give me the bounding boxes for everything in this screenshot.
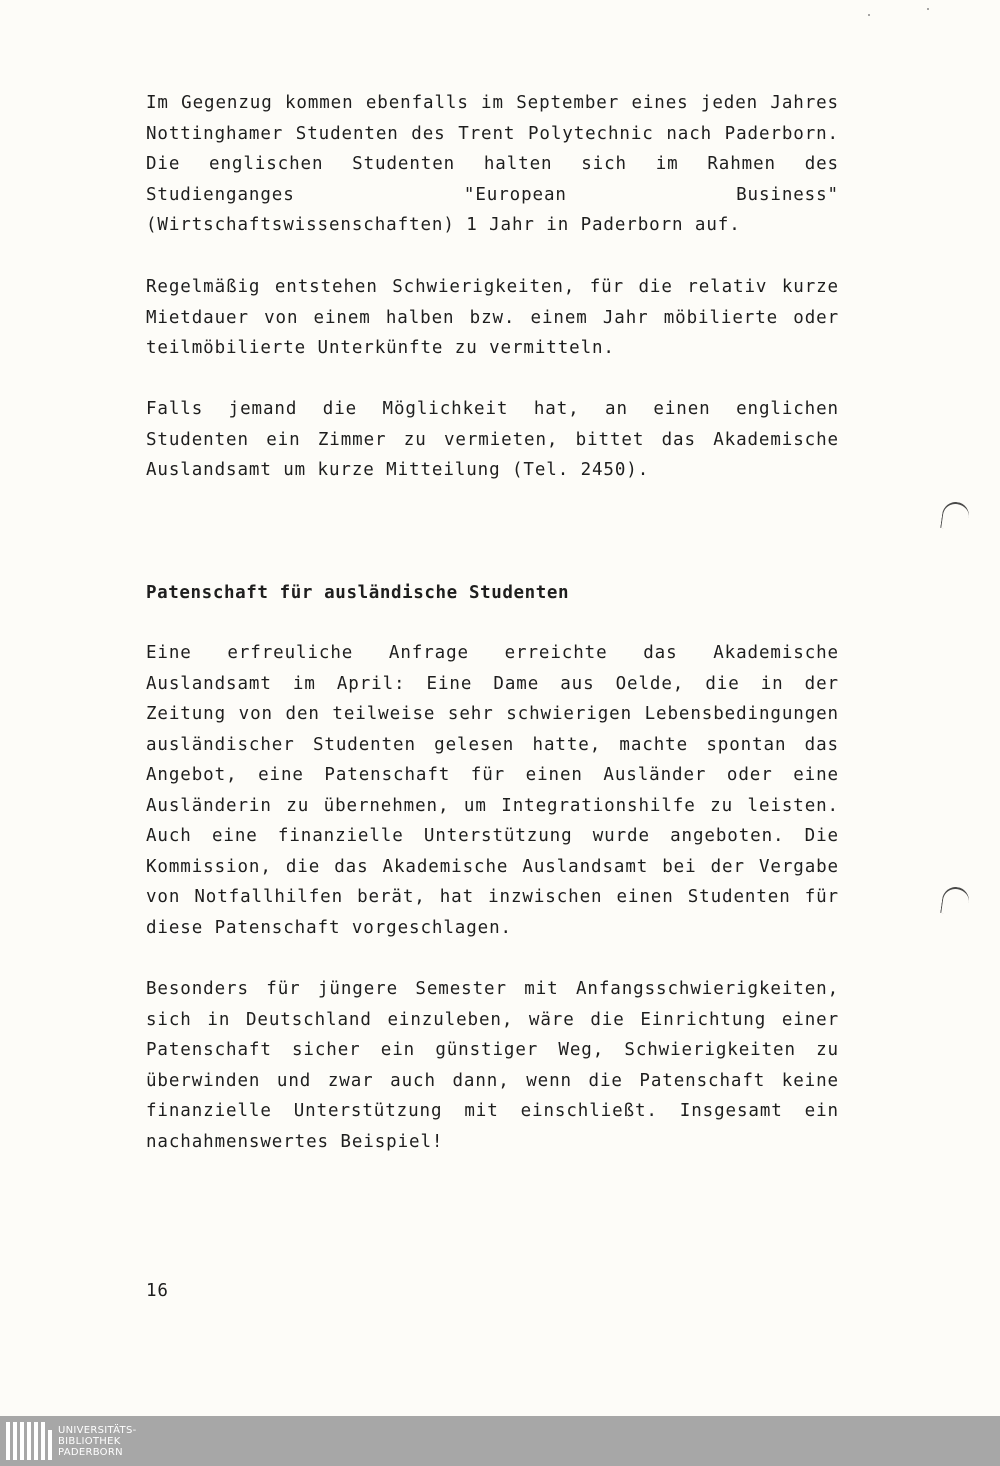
paper-speck xyxy=(927,8,929,10)
punch-hole-mark-icon xyxy=(940,885,971,916)
paragraph-sponsorship-benefits: Besonders für jüngere Semester mit Anfangsschwierigkeiten, sich in Deutschland einzuleben, wäre die Einrichtung einer Patenschaft sicher ein günstiger Weg, Schwierigkeiten zu überwinden und zwar auch dann, wenn die Patenschaft keine finanzielle Unterstützung mit einschließt. Insgesamt ein nachahmenswertes Beispiel! xyxy=(146,979,839,1152)
library-footer-bar xyxy=(0,1416,1000,1466)
logo-line: UNIVERSITÄTS- xyxy=(58,1424,137,1436)
library-logo-text xyxy=(58,1425,137,1458)
paragraph-exchange-students: Im Gegenzug kommen ebenfalls im September eines jeden Jahres Nottinghamer Studenten des Trent Polytechnic nach Paderborn. Die englischen Studenten halten sich im Rahmen des Studienganges "European Business" (Wirtschaftswissenschaften) 1 Jahr in Paderborn auf. xyxy=(146,93,839,235)
library-logo-bars-icon xyxy=(6,1422,52,1460)
punch-hole-mark-icon xyxy=(940,500,971,531)
logo-line: BIBLIOTHEK xyxy=(58,1435,121,1447)
section-heading: Patenschaft für ausländische Studenten xyxy=(146,583,570,603)
library-logo xyxy=(6,1416,137,1466)
paragraph-room-request: Falls jemand die Möglichkeit hat, an einen englichen Studenten ein Zimmer zu vermieten, bittet das Akademische Auslandsamt um kurze Mitteilung (Tel. 2450). xyxy=(146,399,839,480)
paragraph-sponsorship-request: Eine erfreuliche Anfrage erreichte das Akademische Auslandsamt im April: Eine Dame aus Oelde, die in der Zeitung von den teilweise sehr schwierigen Lebensbedingungen ausländischer Studenten gelesen hatte, machte spontan das Angebot, eine Patenschaft für einen Ausländer oder eine Ausländerin zu übernehmen, um Integrationshilfe zu leisten. Auch eine finanzielle Unterstützung wurde angeboten. Die Kommission, die das Akademische Auslandsamt bei der Vergabe von Notfallhilfen berät, hat inzwischen einen Studenten für diese Patenschaft vorgeschlagen. xyxy=(146,643,839,938)
paper-speck xyxy=(868,14,870,16)
logo-line: PADERBORN xyxy=(58,1446,123,1458)
page-number: 16 xyxy=(146,1281,169,1301)
paragraph-housing-difficulties: Regelmäßig entstehen Schwierigkeiten, für die relativ kurze Mietdauer von einem halben bzw. einem Jahr möbilierte oder teilmöbilierte Unterkünfte zu vermitteln. xyxy=(146,277,839,358)
